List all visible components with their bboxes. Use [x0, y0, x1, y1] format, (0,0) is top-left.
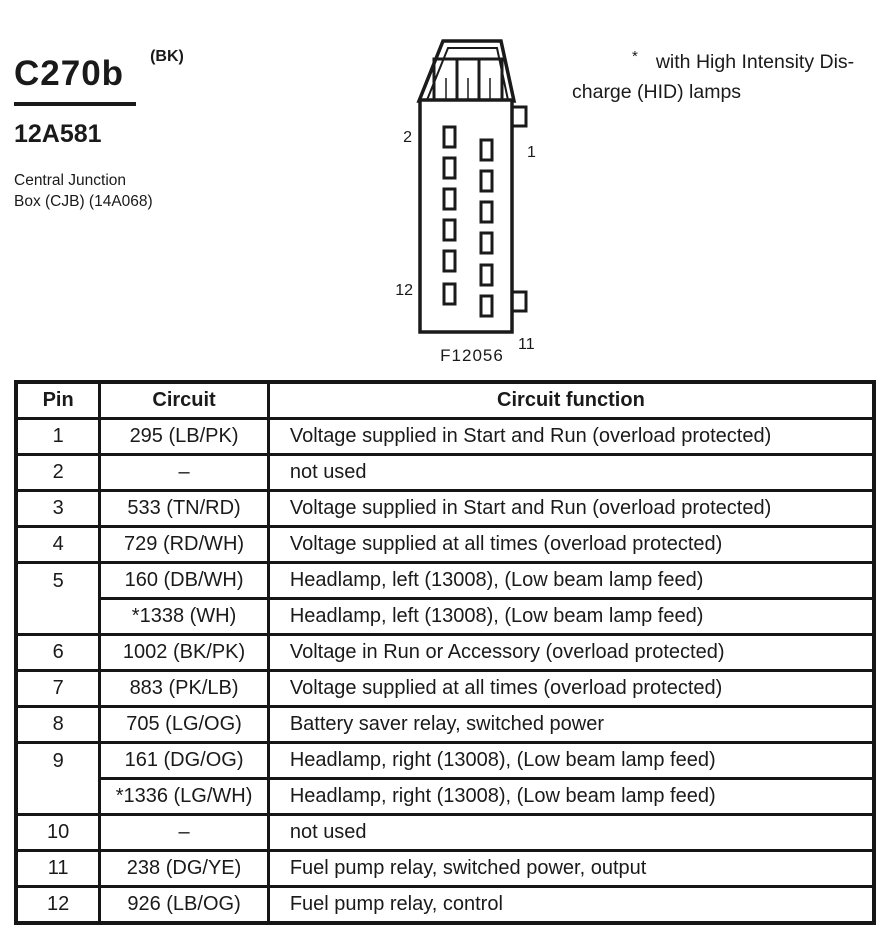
pin-slot	[481, 296, 492, 316]
pin-slot	[481, 265, 492, 285]
function-cell: Headlamp, left (13008), (Low beam lamp feed)	[268, 599, 874, 635]
table-row	[16, 671, 874, 707]
table-row	[16, 815, 874, 851]
function-cell: Voltage supplied at all times (overload protected)	[268, 527, 874, 563]
pin-cell: 3	[16, 491, 100, 527]
function-cell: not used	[268, 455, 874, 491]
circuit-cell: –	[100, 815, 269, 851]
circuit-cell: 238 (DG/YE)	[100, 851, 269, 887]
circuit-cell: 705 (LG/OG)	[100, 707, 269, 743]
component-description	[14, 170, 153, 212]
pin-cell: 9	[16, 743, 100, 815]
table-row	[16, 527, 874, 563]
pin2-label: 2	[403, 129, 412, 146]
connector-color-code: (BK)	[150, 48, 184, 65]
connector-id-row	[14, 48, 184, 106]
table-row	[16, 635, 874, 671]
pin12-label: 12	[395, 282, 413, 299]
pin11-label: 11	[518, 336, 535, 353]
pin-cell: 10	[16, 815, 100, 851]
table-row	[16, 779, 874, 815]
table-row	[16, 707, 874, 743]
pin-slot	[481, 171, 492, 191]
function-cell: Battery saver relay, switched power	[268, 707, 874, 743]
pin-slot	[444, 284, 455, 304]
connector-outline	[419, 41, 526, 332]
pin-slot	[481, 140, 492, 160]
function-column-header: Circuit function	[268, 382, 874, 419]
pin-cell: 11	[16, 851, 100, 887]
function-cell: Headlamp, left (13008), (Low beam lamp feed)	[268, 563, 874, 599]
hid-note-line2: charge (HID) lamps	[572, 81, 742, 103]
table-header-row	[16, 382, 874, 419]
circuit-cell: *1336 (LG/WH)	[100, 779, 269, 815]
connector-tab-top	[512, 107, 526, 126]
asterisk-marker: *	[632, 48, 638, 65]
circuit-cell: 295 (LB/PK)	[100, 419, 269, 455]
connector-id: C270b	[14, 54, 136, 106]
connector-body	[420, 100, 512, 332]
function-cell: Fuel pump relay, switched power, output	[268, 851, 874, 887]
connector-tab-bottom	[512, 292, 526, 311]
function-cell: Voltage in Run or Accessory (overload protected)	[268, 635, 874, 671]
pin-cell: 2	[16, 455, 100, 491]
table-row	[16, 887, 874, 924]
circuit-cell: –	[100, 455, 269, 491]
connector-diagram	[388, 36, 548, 370]
table-row	[16, 563, 874, 599]
circuit-cell: 883 (PK/LB)	[100, 671, 269, 707]
pin-cell: 7	[16, 671, 100, 707]
hid-note-line1	[572, 42, 896, 77]
circuit-cell: 1002 (BK/PK)	[100, 635, 269, 671]
pin1-label: 1	[527, 144, 536, 161]
part-number: 12A581	[14, 120, 102, 148]
hid-note-line1-text: with High Intensity Dis-	[655, 51, 855, 73]
pin-cell: 5	[16, 563, 100, 635]
pin-slot	[444, 220, 455, 240]
pinout-table	[14, 380, 876, 925]
pin-slot	[444, 251, 455, 271]
pin-cell: 12	[16, 887, 100, 924]
function-cell: Voltage supplied at all times (overload protected)	[268, 671, 874, 707]
pin-slot	[444, 158, 455, 178]
pin-slot	[444, 127, 455, 147]
component-description-line2: Box (CJB) (14A068)	[14, 193, 153, 210]
table-row	[16, 455, 874, 491]
pin-cell: 6	[16, 635, 100, 671]
circuit-cell: 160 (DB/WH)	[100, 563, 269, 599]
circuit-cell: 729 (RD/WH)	[100, 527, 269, 563]
pin-cell: 1	[16, 419, 100, 455]
pin-cell: 8	[16, 707, 100, 743]
circuit-cell: 533 (TN/RD)	[100, 491, 269, 527]
function-cell: Headlamp, right (13008), (Low beam lamp feed)	[268, 779, 874, 815]
circuit-column-header: Circuit	[100, 382, 269, 419]
pin-slot	[481, 233, 492, 253]
table-row	[16, 599, 874, 635]
table-row	[16, 743, 874, 779]
function-cell: Fuel pump relay, control	[268, 887, 874, 924]
pin-column-header: Pin	[16, 382, 100, 419]
table-row	[16, 851, 874, 887]
pin-slot	[481, 202, 492, 222]
circuit-cell: 926 (LB/OG)	[100, 887, 269, 924]
component-description-line1: Central Junction	[14, 172, 127, 189]
pin-slot	[444, 189, 455, 209]
function-cell: Voltage supplied in Start and Run (overload protected)	[268, 491, 874, 527]
function-cell: Voltage supplied in Start and Run (overload protected)	[268, 419, 874, 455]
figure-number: F12056	[440, 346, 504, 365]
pin-cell: 4	[16, 527, 100, 563]
circuit-cell: 161 (DG/OG)	[100, 743, 269, 779]
table-row	[16, 419, 874, 455]
circuit-cell: *1338 (WH)	[100, 599, 269, 635]
table-row	[16, 491, 874, 527]
function-cell: not used	[268, 815, 874, 851]
function-cell: Headlamp, right (13008), (Low beam lamp feed)	[268, 743, 874, 779]
hid-note	[572, 42, 896, 107]
